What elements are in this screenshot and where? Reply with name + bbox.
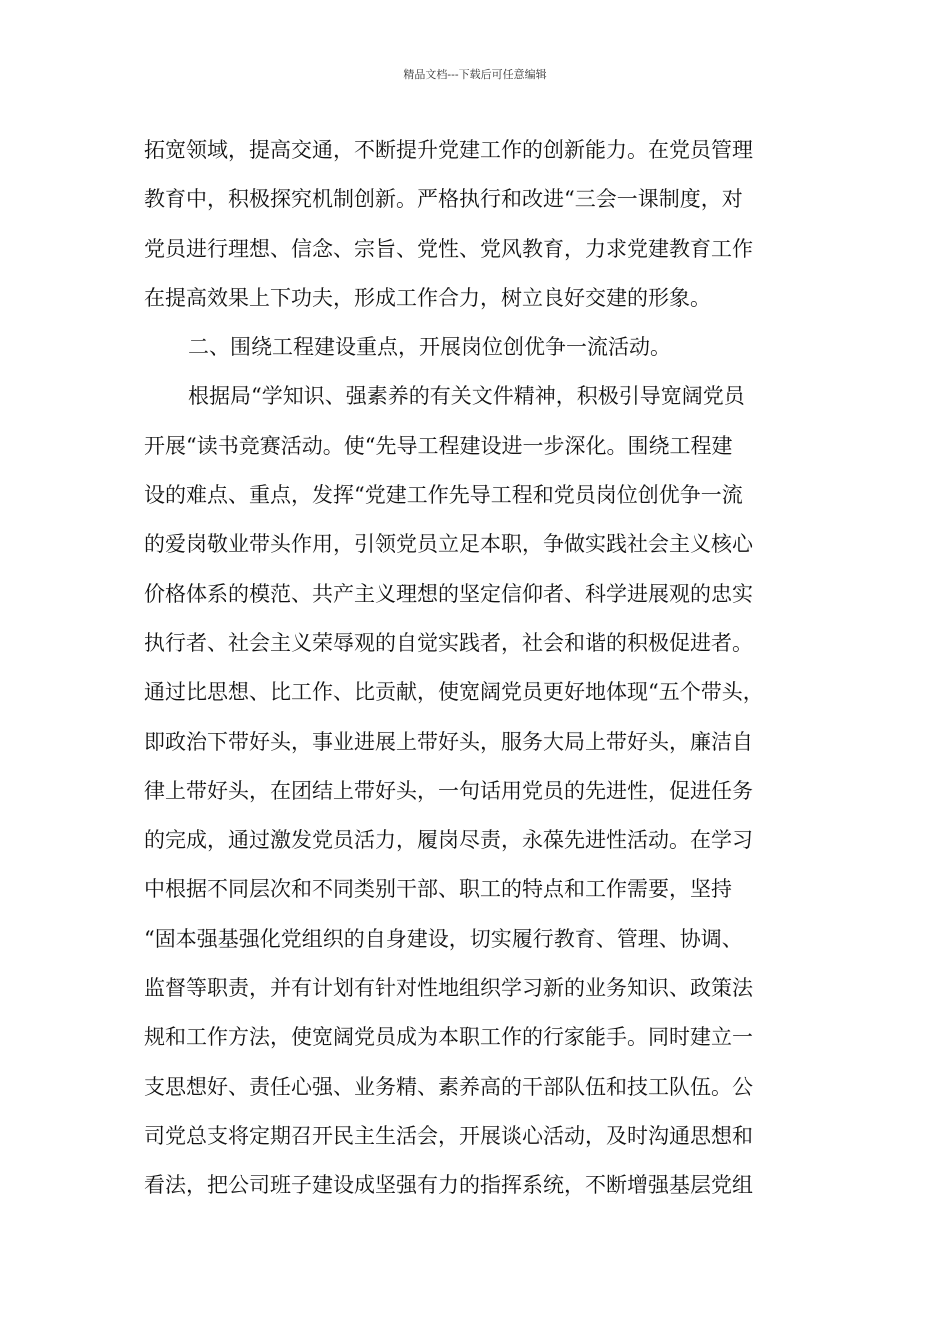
text-line: 执行者、社会主义荣辱观的自觉实践者，社会和谐的积极促进者。 — [144, 630, 753, 655]
text-line: 规和工作方法，使宽阔党员成为本职工作的行家能手。同时建立一 — [144, 1025, 753, 1050]
page-header: 精品文档---下载后可任意编辑 — [403, 68, 547, 81]
text-line: 教育中，积极探究机制创新。严格执行和改进“三会一课制度，对 — [144, 187, 743, 212]
text-line: “固本强基强化党组织的自身建设，切实履行教育、管理、协调、 — [144, 926, 743, 951]
text-line: 开展“读书竞赛活动。使“先导工程建设进一步深化。围绕工程建 — [144, 433, 733, 458]
document-body — [144, 126, 834, 1211]
text-line: 即政治下带好头，事业进展上带好头，服务大局上带好头，廉洁自 — [144, 729, 753, 754]
text-line: 党员进行理想、信念、宗旨、党性、党风教育，力求党建教育工作 — [144, 236, 753, 261]
text-line: 律上带好头，在团结上带好头，一句话用党员的先进性，促进任务 — [144, 778, 753, 803]
text-line: 的完成，通过激发党员活力，履岗尽责，永葆先进性活动。在学习 — [144, 828, 753, 853]
text-line: 监督等职责，并有计划有针对性地组织学习新的业务知识、政策法 — [144, 976, 753, 1001]
text-line: 价格体系的模范、共产主义理想的坚定信仰者、科学进展观的忠实 — [144, 581, 753, 606]
text-line: 在提高效果上下功夫，形成工作合力，树立良好交建的形象。 — [144, 285, 711, 310]
text-line: 通过比思想、比工作、比贡献，使宽阔党员更好地体现“五个带头， — [144, 680, 764, 705]
text-line: 司党总支将定期召开民主生活会，开展谈心活动，及时沟通思想和 — [144, 1123, 753, 1148]
text-line: 设的难点、重点，发挥“党建工作先导工程和党员岗位创优争一流 — [144, 483, 743, 508]
text-line: 中根据不同层次和不同类别干部、职工的特点和工作需要，坚持 — [144, 877, 732, 902]
text-line: 看法，把公司班子建设成坚强有力的指挥系统，不断增强基层党组 — [144, 1173, 753, 1198]
text-line: 支思想好、责任心强、业务精、素养高的干部队伍和技工队伍。公 — [144, 1074, 753, 1099]
section-heading: 二、围绕工程建设重点，开展岗位创优争一流活动。 — [188, 335, 671, 360]
text-line: 根据局“学知识、强素养的有关文件精神，积极引导宽阔党员 — [188, 384, 745, 409]
text-line: 的爱岗敬业带头作用，引领党员立足本职，争做实践社会主义核心 — [144, 532, 753, 557]
text-line: 拓宽领域，提高交通，不断提升党建工作的创新能力。在党员管理 — [144, 138, 753, 162]
